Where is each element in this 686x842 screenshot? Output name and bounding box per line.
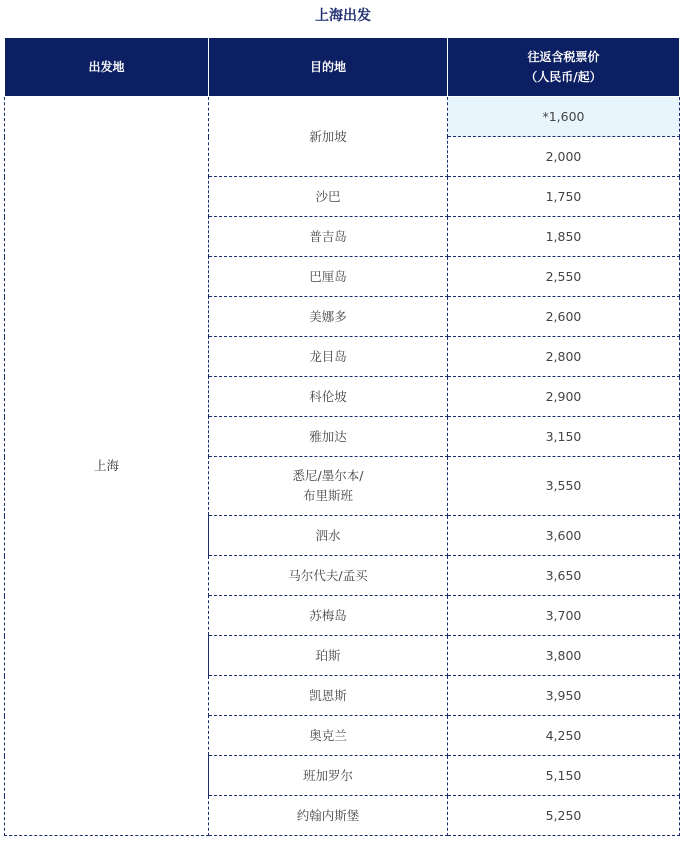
destination-cell: 班加罗尔 bbox=[209, 756, 448, 796]
fare-table bbox=[4, 37, 680, 836]
header-origin: 出发地 bbox=[5, 38, 209, 97]
price-cell: 3,950 bbox=[448, 676, 680, 716]
destination-cell: 龙目岛 bbox=[209, 337, 448, 377]
price-cell: 3,550 bbox=[448, 457, 680, 516]
price-cell: 5,150 bbox=[448, 756, 680, 796]
price-cell: 2,550 bbox=[448, 257, 680, 297]
destination-cell: 苏梅岛 bbox=[209, 596, 448, 636]
price-cell: 2,800 bbox=[448, 337, 680, 377]
price-cell: 3,800 bbox=[448, 636, 680, 676]
destination-cell: 珀斯 bbox=[209, 636, 448, 676]
destination-cell: 泗水 bbox=[209, 516, 448, 556]
price-cell: 3,700 bbox=[448, 596, 680, 636]
price-cell: 3,600 bbox=[448, 516, 680, 556]
destination-line1: 悉尼/墨尔本/ bbox=[292, 468, 364, 483]
header-price-line1: 往返含税票价 bbox=[527, 50, 600, 64]
destination-cell: 巴厘岛 bbox=[209, 257, 448, 297]
header-price-line2: （人民币/起） bbox=[525, 70, 602, 84]
table-row bbox=[5, 97, 680, 137]
destination-cell: 约翰内斯堡 bbox=[209, 796, 448, 836]
header-destination: 目的地 bbox=[209, 38, 448, 97]
destination-cell: 奥克兰 bbox=[209, 716, 448, 756]
price-cell: 2,900 bbox=[448, 377, 680, 417]
destination-cell: 新加坡 bbox=[209, 97, 448, 177]
price-cell: 5,250 bbox=[448, 796, 680, 836]
price-cell: 2,000 bbox=[448, 137, 680, 177]
destination-cell: 美娜多 bbox=[209, 297, 448, 337]
page-title: 上海出发 bbox=[315, 8, 371, 24]
destination-line2: 布里斯班 bbox=[302, 488, 353, 503]
header-price bbox=[448, 38, 680, 97]
price-cell: 3,650 bbox=[448, 556, 680, 596]
destination-cell: 普吉岛 bbox=[209, 217, 448, 257]
destination-cell bbox=[209, 457, 448, 516]
price-cell: 2,600 bbox=[448, 297, 680, 337]
destination-cell: 凯恩斯 bbox=[209, 676, 448, 716]
table-header-row bbox=[5, 38, 680, 97]
destination-cell: 雅加达 bbox=[209, 417, 448, 457]
destination-cell: 沙巴 bbox=[209, 177, 448, 217]
origin-cell: 上海 bbox=[5, 97, 209, 836]
destination-cell: 马尔代夫/孟买 bbox=[209, 556, 448, 596]
destination-cell: 科伦坡 bbox=[209, 377, 448, 417]
price-cell: 1,850 bbox=[448, 217, 680, 257]
price-cell: 1,750 bbox=[448, 177, 680, 217]
price-cell: 3,150 bbox=[448, 417, 680, 457]
price-cell-highlight: *1,600 bbox=[448, 97, 680, 137]
price-cell: 4,250 bbox=[448, 716, 680, 756]
